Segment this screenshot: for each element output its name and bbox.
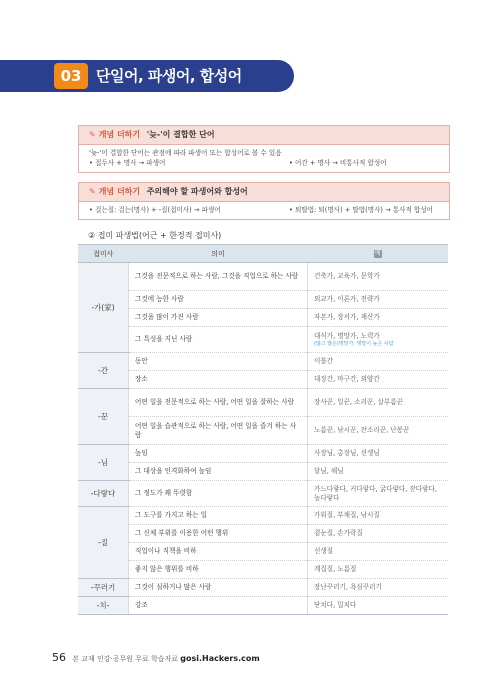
suffix-cell: -질	[78, 507, 129, 579]
meaning-cell: 그 신체 부위를 이용한 어떤 행위	[129, 525, 308, 543]
example-cell: 선생질	[308, 543, 449, 561]
meaning-cell: 그 도구를 가지고 하는 일	[129, 507, 308, 525]
concept-box-header	[79, 126, 449, 145]
concept-title: '늦-'이 결합한 단어	[146, 130, 215, 139]
example-cell: 노름꾼, 낚시꾼, 잔소리꾼, 난봉꾼	[308, 417, 449, 445]
concept-title: 주의해야 할 파생어와 합성어	[146, 187, 248, 196]
example-cell: 달님, 해님	[308, 463, 449, 481]
pencil-icon: ✎	[89, 187, 96, 196]
example-cell	[308, 327, 449, 353]
example-cell: 건축가, 교육가, 문학가	[308, 263, 449, 291]
meaning-cell: 그 특성을 지닌 사람	[129, 327, 308, 353]
example-note: (많고 많은)명망가: 명망이 높은 사람	[314, 341, 394, 347]
example-cell: 계집질, 노름질	[308, 561, 449, 579]
meaning-cell: 높임	[129, 445, 308, 463]
meaning-cell: 좋지 않은 행위를 비하	[129, 561, 308, 579]
pencil-icon: ✎	[89, 130, 96, 139]
subsection-title: ② 접미 파생법(어근 + 한정적 접미사)	[88, 231, 222, 240]
meaning-cell: 그것이 심하거나 많은 사람	[129, 579, 308, 597]
concept-box-1	[78, 125, 450, 173]
meaning-cell: 그 대상을 인격화하여 높임	[129, 463, 308, 481]
footer-text: 본 교재 인강·공무원 무료 학습자료	[72, 655, 179, 663]
suffix-cell: -가(家)	[78, 263, 129, 353]
col-header-example: 예	[308, 245, 449, 263]
concept-box-header	[79, 183, 449, 202]
suffix-cell: -간	[78, 353, 129, 389]
meaning-cell: 직업이나 직책을 비하	[129, 543, 308, 561]
meaning-cell: 강조	[129, 597, 308, 615]
concept-label: 개념 더하기	[98, 187, 141, 196]
suffix-cell: -꾼	[78, 389, 129, 445]
meaning-cell: 그것을 전문적으로 하는 사람, 그것을 직업으로 하는 사람	[129, 263, 308, 291]
example-cell: 장난꾸러기, 욕심꾸러기	[308, 579, 449, 597]
page-footer	[52, 651, 260, 664]
meaning-cell: 동안	[129, 353, 308, 371]
example-cell: 자본가, 장서가, 재산가	[308, 309, 449, 327]
section-title: 단일어, 파생어, 합성어	[96, 67, 242, 85]
concept-item: • 퇴딸법: 퇴(명사) + 딸법(명사) → 통사적 합성어	[289, 206, 434, 214]
example-cell: 장사꾼, 일꾼, 소리꾼, 살부름꾼	[308, 389, 449, 417]
page-number: 56	[52, 651, 66, 664]
example-cell: 사장님, 총장님, 선생님	[308, 445, 449, 463]
concept-item: • 어간 + 명사 → 비통사적 합성어	[289, 159, 387, 167]
meaning-cell: 장소	[129, 371, 308, 389]
suffix-cell: -꾸러기	[78, 579, 129, 597]
example-cell: 닫치다, 밀치다	[308, 597, 449, 615]
section-header	[0, 60, 500, 92]
example-cell: 대장간, 마구간, 외양간	[308, 371, 449, 389]
example-cell: 가위질, 부채질, 낚시질	[308, 507, 449, 525]
suffix-cell: -치-	[78, 597, 129, 615]
concept-text: '늦-'이 결합한 단어는 관점에 따라 파생어 또는 합성어로 볼 수 있음	[89, 149, 282, 157]
col-header-meaning: 의미	[129, 245, 308, 263]
example-cell: 가느다랗다, 커다랗다, 굵다랗다, 잗다랗다, 높다랗다	[308, 481, 449, 507]
concept-box-2	[78, 182, 450, 220]
suffix-table	[78, 244, 448, 615]
meaning-cell: 그것을 많이 가진 사람	[129, 309, 308, 327]
example-cell: 곁눈질, 손가락질	[308, 525, 449, 543]
example-cell: 이틀간	[308, 353, 449, 371]
example-text: 대식가, 명망가, 노력가	[314, 332, 380, 340]
meaning-cell: 어떤 일을 습관적으로 하는 사람, 어떤 일을 즐겨 하는 사람	[129, 417, 308, 445]
concept-item: • 접두사 + 명사 → 파생어	[89, 159, 166, 167]
example-cell: 외교가, 이론가, 전략가	[308, 291, 449, 309]
meaning-cell: 그 정도가 꽤 뚜렷함	[129, 481, 308, 507]
suffix-cell: -다랗다	[78, 481, 129, 507]
footer-url[interactable]: gosi.Hackers.com	[180, 654, 260, 663]
meaning-cell: 그것에 능한 사람	[129, 291, 308, 309]
suffix-cell: -님	[78, 445, 129, 481]
meaning-cell: 어떤 일을 전문적으로 하는 사람, 어떤 일을 잘하는 사람	[129, 389, 308, 417]
col-header-suffix: 접미사	[78, 245, 129, 263]
section-number: 03	[54, 63, 88, 89]
concept-item: • 걸는질: 걸는(명사) + -질(접미사) → 파생어	[89, 206, 221, 214]
concept-label: 개념 더하기	[98, 130, 141, 139]
